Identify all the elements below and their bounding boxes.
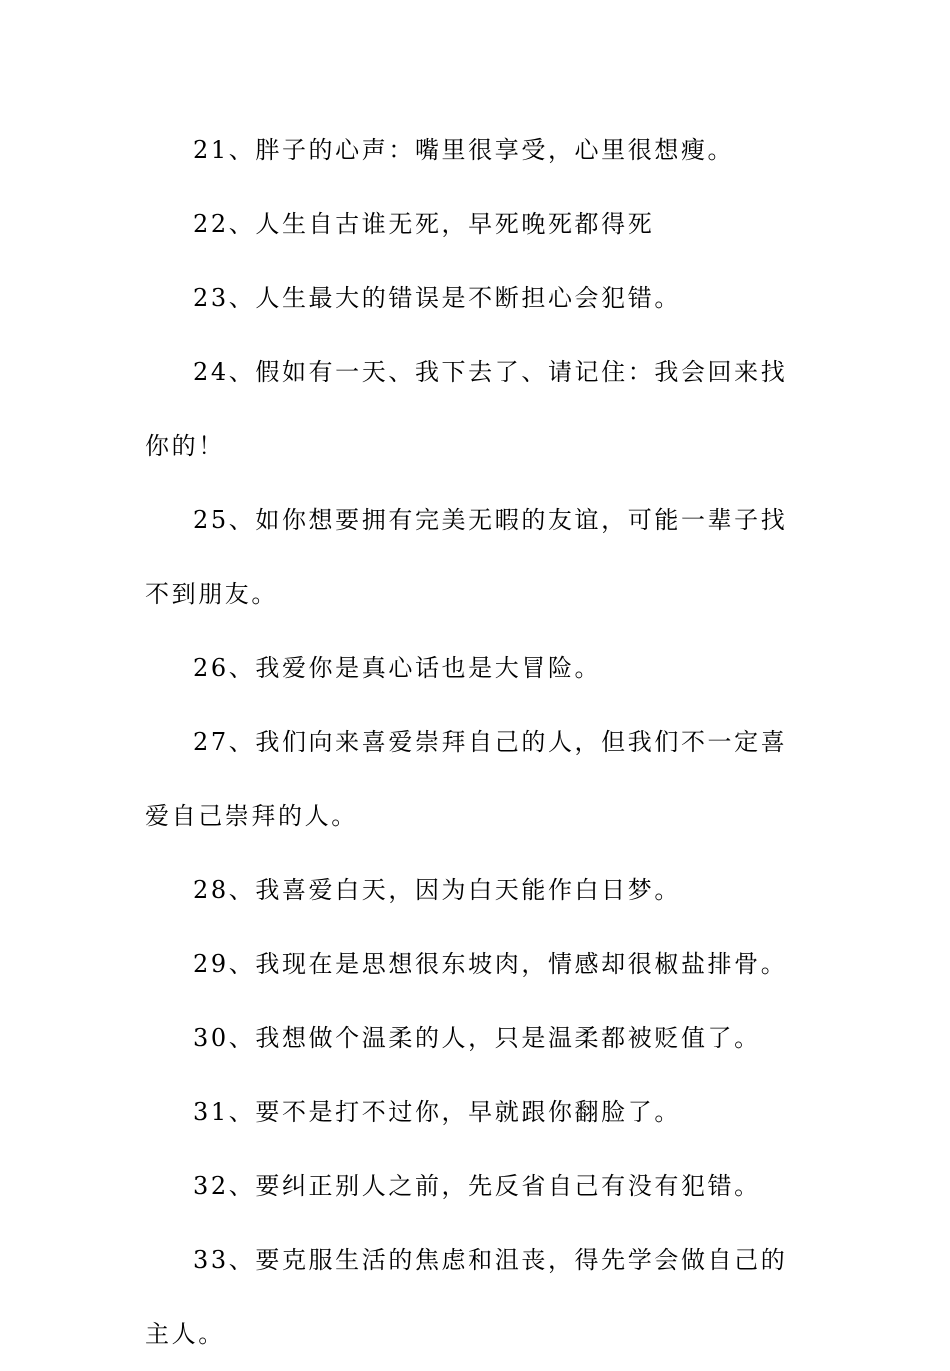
paragraph-29: 29、我现在是思想很东坡肉，情感却很椒盐排骨。 (193, 950, 788, 978)
paragraph-33: 33、要克服生活的焦虑和沮丧，得先学会做自己的主人。 (145, 1246, 788, 1348)
paragraph-22: 22、人生自古谁无死，早死晚死都得死 (193, 210, 655, 238)
paragraph-23: 23、人生最大的错误是不断担心会犯错。 (193, 284, 681, 312)
paragraph-25: 25、如你想要拥有完美无暇的友谊，可能一辈子找不到朋友。 (145, 506, 788, 608)
paragraph-21: 21、胖子的心声：嘴里很享受，心里很想瘦。 (193, 136, 735, 164)
paragraph-31: 31、要不是打不过你，早就跟你翻脸了。 (193, 1098, 681, 1126)
paragraph-28: 28、我喜爱白天，因为白天能作白日梦。 (193, 876, 681, 904)
paragraph-32: 32、要纠正别人之前，先反省自己有没有犯错。 (193, 1172, 761, 1200)
paragraph-24: 24、假如有一天、我下去了、请记住：我会回来找你的！ (145, 358, 788, 460)
paragraph-26: 26、我爱你是真心话也是大冒险。 (193, 654, 602, 682)
paragraph-27: 27、我们向来喜爱崇拜自己的人，但我们不一定喜爱自己崇拜的人。 (145, 728, 788, 830)
document-body (145, 113, 805, 1371)
paragraph-30: 30、我想做个温柔的人，只是温柔都被贬值了。 (193, 1024, 761, 1052)
